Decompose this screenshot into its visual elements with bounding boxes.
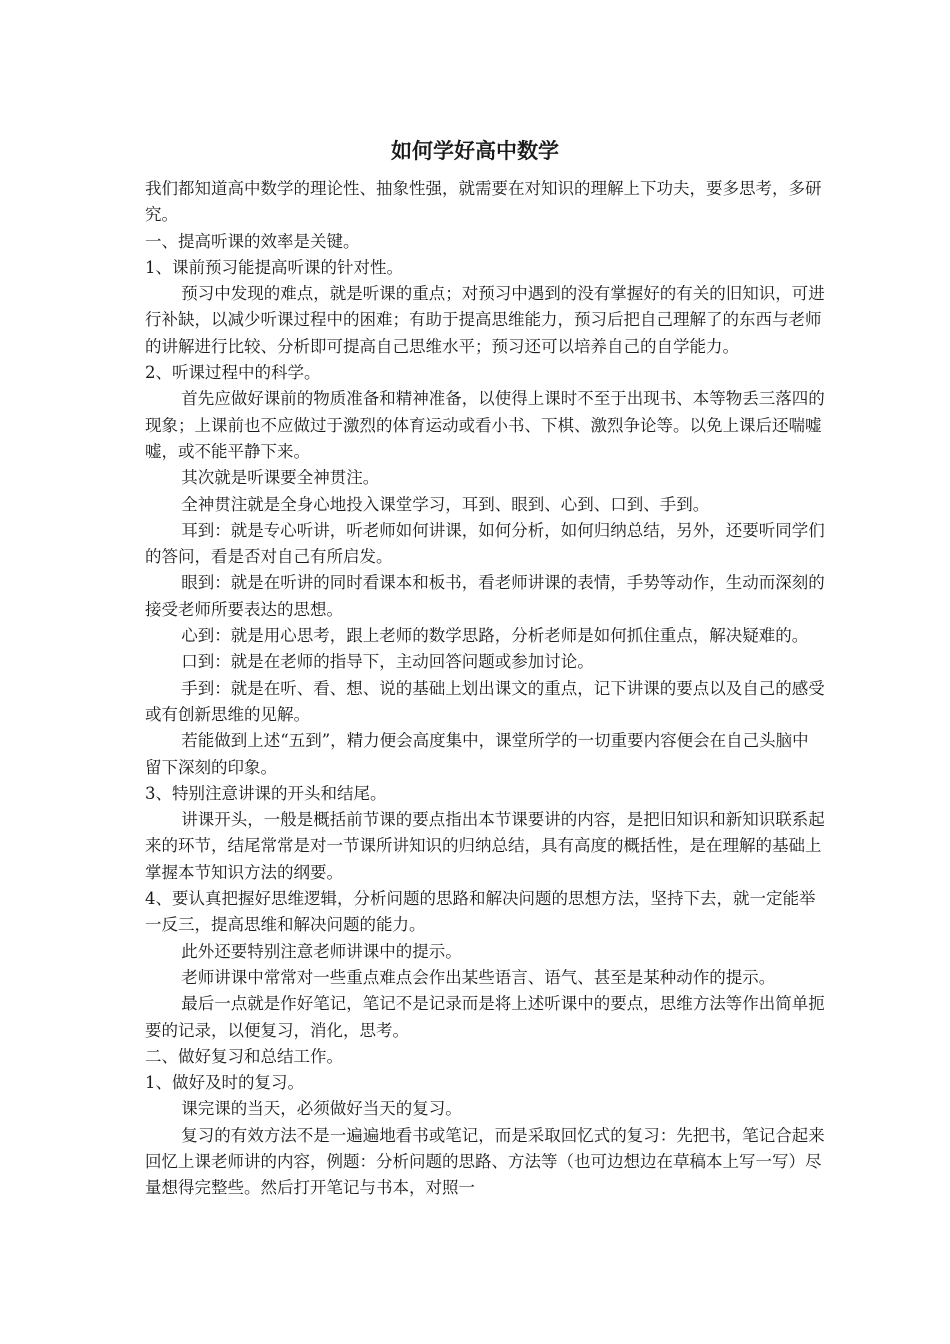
paragraph: 4、要认真把握好思维逻辑，分析问题的思路和解决问题的思想方法，坚持下去，就一定能举一反三，提高思维和解决问题的能力。 [145,889,816,935]
paragraph: 二、做好复习和总结工作。 [145,1046,343,1066]
paragraph: 手到：就是在听、看、想、说的基础上划出课文的重点，记下讲课的要点以及自己的感受或有创新思维的见解。 [145,678,825,724]
paragraph: 讲课开头，一般是概括前节课的要点指出本节课要讲的内容，是把旧知识和新知识联系起来的环节，结尾常常是对一节课所讲知识的归纳总结，具有高度的概括性，是在理解的基础上掌握本节知识方法的纲要。 [145,810,825,882]
paragraph: 首先应做好课前的物质准备和精神准备，以使得上课时不至于出现书、本等物丢三落四的现象；上课前也不应做过于激烈的体育运动或看小书、下棋、激烈争论等。以免上课后还喘嘘嘘，或不能平静下来。 [145,389,825,461]
paragraph: 预习中发现的难点，就是听课的重点；对预习中遇到的没有掌握好的有关的旧知识，可进行补缺，以减少听课过程中的困难；有助于提高思维能力，预习后把自己理解了的东西与老师的讲解进行比较、分析即可提高自己思维水平；预习还可以培养自己的自学能力。 [145,284,825,356]
paragraph: 2、听课过程中的科学。 [145,363,321,383]
paragraph: 复习的有效方法不是一遍遍地看书或笔记，而是采取回忆式的复习：先把书，笔记合起来回忆上课老师讲的内容，例题：分析问题的思路、方法等（也可边想边在草稿本上写一写）尽量想得完整些。然后打开笔记与书本，对照一 [145,1125,825,1198]
paragraph: 耳到：就是专心听讲，听老师如何讲课，如何分析，如何归纳总结，另外，还要听同学们的答问，看是否对自己有所启发。 [145,520,825,567]
paragraph: 3、特别注意讲课的开头和结尾。 [145,783,387,803]
paragraph: 最后一点就是作好笔记，笔记不是记录而是将上述听课中的要点，思维方法等作出简单扼要的记录，以便复习，消化，思考。 [145,994,825,1040]
paragraph: 若能做到上述“五到”，精力便会高度集中，课堂所学的一切重要内容便会在自己头脑中留下深刻的印象。 [145,731,809,777]
paragraph: 1、做好及时的复习。 [145,1073,304,1093]
document-title: 如何学好高中数学 [391,138,559,163]
paragraph: 全神贯注就是全身心地投入课堂学习，耳到、眼到、心到、口到、手到。 [181,494,710,514]
paragraph: 此外还要特别注意老师讲课中的提示。 [181,941,462,961]
paragraph: 一、提高听课的效率是关键。 [145,231,360,251]
document-body [145,176,825,1202]
paragraph: 口到：就是在老师的指导下，主动回答问题或参加讨论。 [181,652,594,672]
paragraph: 老师讲课中常常对一些重点难点会作出某些语言、语气、甚至是某种动作的提示。 [181,967,776,987]
paragraph: 课完课的当天，必须做好当天的复习。 [181,1099,462,1119]
paragraph: 心到：就是用心思考，跟上老师的数学思路，分析老师是如何抓住重点，解决疑难的。 [181,626,809,646]
paragraph: 眼到：就是在听讲的同时看课本和板书，看老师讲课的表情，手势等动作，生动而深刻的接受老师所要表达的思想。 [145,573,825,619]
paragraph: 1、课前预习能提高听课的针对性。 [145,257,403,277]
paragraph: 我们都知道高中数学的理论性、抽象性强，就需要在对知识的理解上下功夫，要多思考，多研究。 [145,179,822,225]
paragraph: 其次就是听课要全神贯注。 [181,468,380,488]
